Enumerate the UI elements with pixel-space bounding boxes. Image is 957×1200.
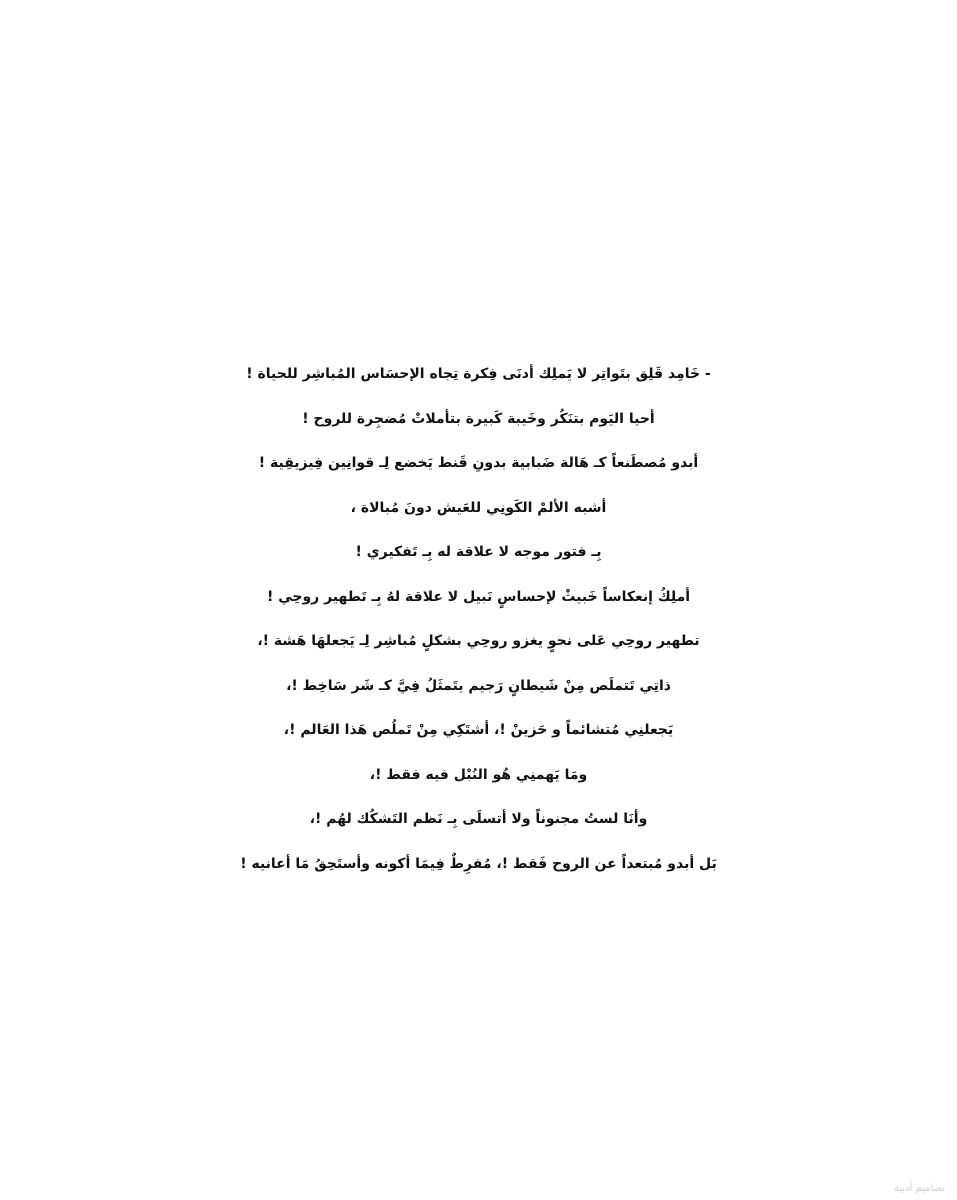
poem-line-9: يَجعلنِي مُتشائماً و حَزينْ !، أشتَكِي مِنْ تَملُص هَذا العَالم !، — [283, 722, 674, 738]
poem-line-6: أملِكُ إنعكاساً خَبيثْ لإحساسٍ نَبيل لا علاقة لهُ بِـ تَطهير روحِي ! — [266, 588, 691, 605]
poem-line-7: تطهير روحِي عَلى نحوٍ يغزو روحِي بشكلٍ مُباشِر لِـ يَجعلهَا هَشة !، — [257, 633, 700, 649]
poem-line-1: - خَامِد قَلِق بتَواتِر لا يَملِك أدنَى فِكرة تِجاه الإحسَاس المُباشِر للحياة ! — [246, 366, 711, 382]
watermark: تصاميم أدبية — [893, 1183, 945, 1194]
poem-line-12: بَل أبدو مُبتعداً عن الروح فَقط !، مُفرِطٌ فِيمَا أكونه وأستَحِقُ مَا أعانيه ! — [240, 855, 717, 872]
poem-line-3: أبدو مُصطَنعاً كـ هَالة ضَبابية بدونِ قَنط يَخضع لِـ قوانِين فِيزيقِية ! — [258, 455, 699, 471]
poem-line-8: ذاتِي تَتملَص مِنْ شَيطانٍ رَجيم يتَمثَلُ فِيَّ كـ شَر سَاخِط !، — [286, 677, 671, 694]
poem-line-4: أشبه الألمْ الكَونِي للعَيش دونَ مُبالاة ، — [350, 499, 607, 516]
poem-line-10: ومَا يَهمنِي هُو النُبْل فيه فقط !، — [369, 766, 588, 783]
poem-text-block — [0, 352, 957, 886]
poem-line-2: أحيا اليَوم بتنَكُر وخَيبة كَبيرة بتأملاتْ مُضجِرة للروح ! — [302, 410, 655, 427]
poem-line-11: وأنَا لستُ مجنوناً ولا أتسلَى بِـ نَظم التَشكُك لهُم !، — [309, 811, 648, 827]
poem-line-5: بِـ فتور موجه لا علاقة له بِـ تَفكيري ! — [355, 544, 602, 560]
